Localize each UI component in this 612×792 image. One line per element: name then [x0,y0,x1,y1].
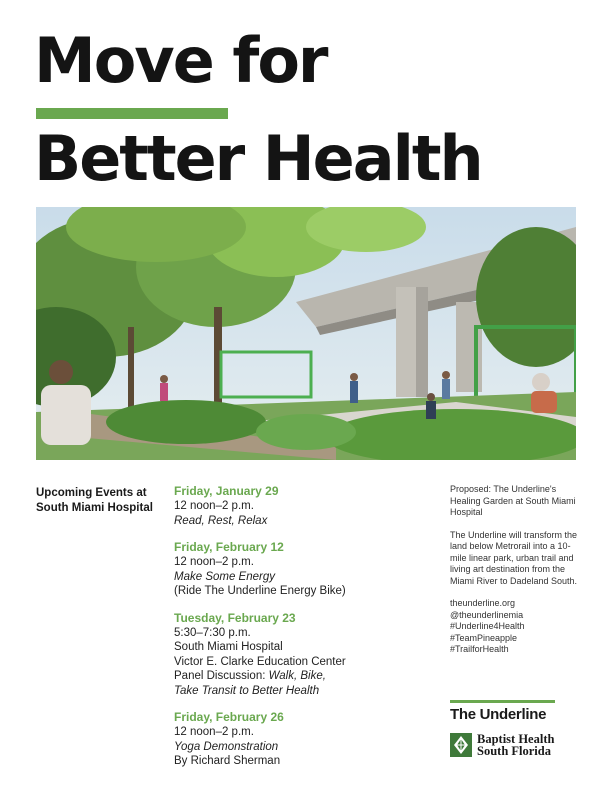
title-line-2: Better Health [34,122,482,195]
event-time: 12 noon–2 p.m. [174,556,254,568]
event-date: Tuesday, February 23 [174,610,296,625]
event-time: 5:30–7:30 p.m. [174,626,251,639]
sidebar-info [450,484,580,656]
title-divider-bar [36,108,228,119]
hashtag: #Underline4Health [450,621,525,631]
event-date: Friday, February 12 [174,540,284,554]
social-tags [450,598,580,656]
event-description [174,669,414,684]
event-item [174,710,414,769]
event-description-title: Walk, Bike, [268,670,326,682]
hashtag: #TeamPineapple [450,632,518,643]
event-location: South Miami Hospital [174,641,283,653]
website-link[interactable]: theunderline.org [450,598,516,608]
hero-image [36,207,576,460]
event-title: Read, Rest, Relax [174,514,268,527]
event-description-title-cont: Take Transit to Better Health [174,684,320,697]
pineapple-icon [450,733,472,757]
event-date: Friday, February 26 [174,710,284,724]
event-description-prefix: Panel Discussion: [174,670,269,682]
event-time: 12 noon–2 p.m. [174,500,254,512]
baptist-health-line2: South Florida [477,744,551,758]
baptist-health-text [477,733,554,757]
image-caption: Proposed: The Underline's Healing Garden at South Miami Hospital [450,484,576,517]
social-handle: @theunderlinemia [450,609,524,620]
baptist-health-logo [450,733,580,759]
event-venue: Victor E. Clarke Education Center [174,655,346,668]
event-item [174,484,414,528]
title-line-1: Move for [34,24,327,97]
underline-logo-bar [450,700,555,703]
events-list [174,484,414,781]
the-underline-logo [450,700,560,723]
event-presenter: By Richard Sherman [174,755,281,767]
event-title: Make Some Energy [174,570,275,583]
underline-description: The Underline will transform the land below Metrorail into a 10-mile linear park, urban trail and living art destination from the Miami River to Dadeland South. [450,529,578,586]
upcoming-events-heading: Upcoming Events at South Miami Hospital [36,487,153,514]
event-time: 12 noon–2 p.m. [174,726,254,738]
event-date: Friday, January 29 [174,484,279,498]
baptist-health-line1: Baptist Health [477,732,555,746]
event-note: (Ride The Underline Energy Bike) [174,585,346,597]
underline-logo-text: The Underline [450,706,547,723]
hashtag: #TrailforHealth [450,644,509,654]
event-item [174,540,414,599]
event-item [174,611,414,699]
garden-illustration-icon [36,207,576,460]
event-title: Yoga Demonstration [174,740,279,753]
